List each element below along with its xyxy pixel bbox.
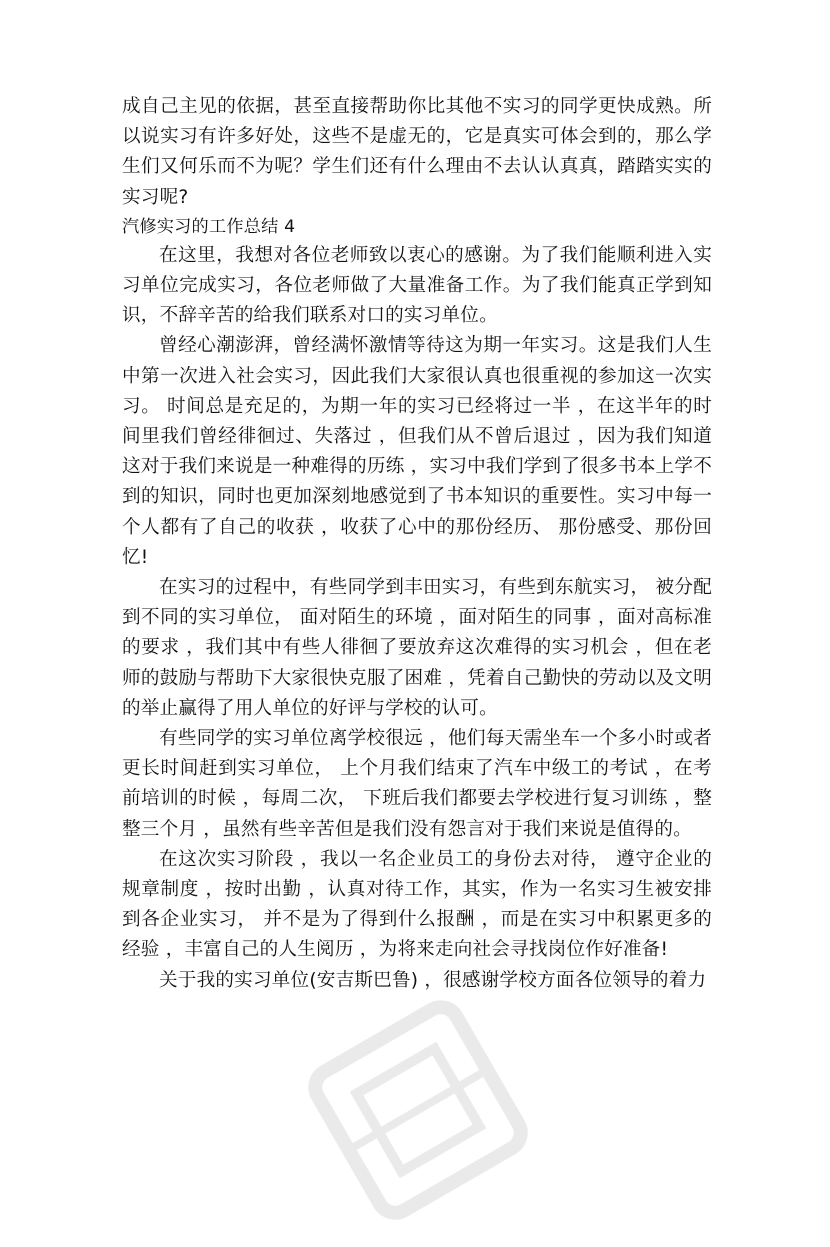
intro-paragraph: 成自己主见的依据，甚至直接帮助你比其他不实习的同学更快成熟。所以说实习有许多好处，这些不是虚无的，它是真实可体会到的，那么学生们又何乐而不为呢？学生们还有什么理由不去认认真真，踏踏实实的实习呢? <box>122 96 712 208</box>
paragraph-commute: 有些同学的实习单位离学校很远 ，他们每天需坐车一个多小时或者更长时间赶到实习单位， 上个月我们结束了汽车中级工的考试 ，在考前培训的时候 ，每周二次， 下班后我们都要去学校进行复习训练 ，整整三个月 ，虽然有些辛苦但是我们没有怨言对于我们来说是值得的。 <box>122 728 712 840</box>
paragraph-process: 在实习的过程中，有些同学到丰田实习，有些到东航实习， 被分配到不同的实习单位， 面对陌生的环境 ，面对陌生的同事 ，面对高标准的要求 ，我们其中有些人徘徊了要放弃这次难得的实习机会 ，但在老师的鼓励与帮助下大家很快克服了困难 ，凭着自己勤快的劳动以及文明的举止赢得了用人单位的好评与学校的认可。 <box>122 577 712 719</box>
paragraph-thanks: 在这里，我想对各位老师致以衷心的感谢。为了我们能顺利进入实习单位完成实习，各位老师做了大量准备工作。为了我们能真正学到知识，不辞辛苦的给我们联系对口的实习单位。 <box>122 244 712 327</box>
watermark-logo-icon <box>281 973 554 1246</box>
paragraph-attitude: 在这次实习阶段 ，我以一名企业员工的身份去对待， 遵守企业的规章制度 ，按时出勤 ，认真对待工作，其实，作为一名实习生被安排到各企业实习， 并不是为了得到什么报酬 ，而是在实习中积累更多的经验 ，丰富自己的人生阅历 ，为将来走向社会寻找岗位作好准备! <box>122 848 712 961</box>
paragraph-unit: 关于我的实习单位(安吉斯巴鲁) ，很感谢学校方面各位领导的着力 <box>159 969 707 991</box>
paragraph-experience: 曾经心潮澎湃，曾经满怀激情等待这为期一年实习。这是我们人生中第一次进入社会实习，因此我们大家很认真也很重视的参加这一次实习。 时间总是充足的，为期一年的实习已经将过一半 ，在这半年的时间里我们曾经徘徊过、失落过 ，但我们从不曾后退过 ，因为我们知道这对于我们来说是一种难得的历练 ，实习中我们学到了很多书本上学不到的知识，同时也更加深刻地感觉到了书本知识的重要性。实习中每一个人都有了自己的收获 ，收获了心中的那份经历、 那份感受、那份回忆! <box>122 335 712 568</box>
section-title: 汽修实习的工作总结 4 <box>122 216 296 237</box>
document-page <box>122 92 712 996</box>
